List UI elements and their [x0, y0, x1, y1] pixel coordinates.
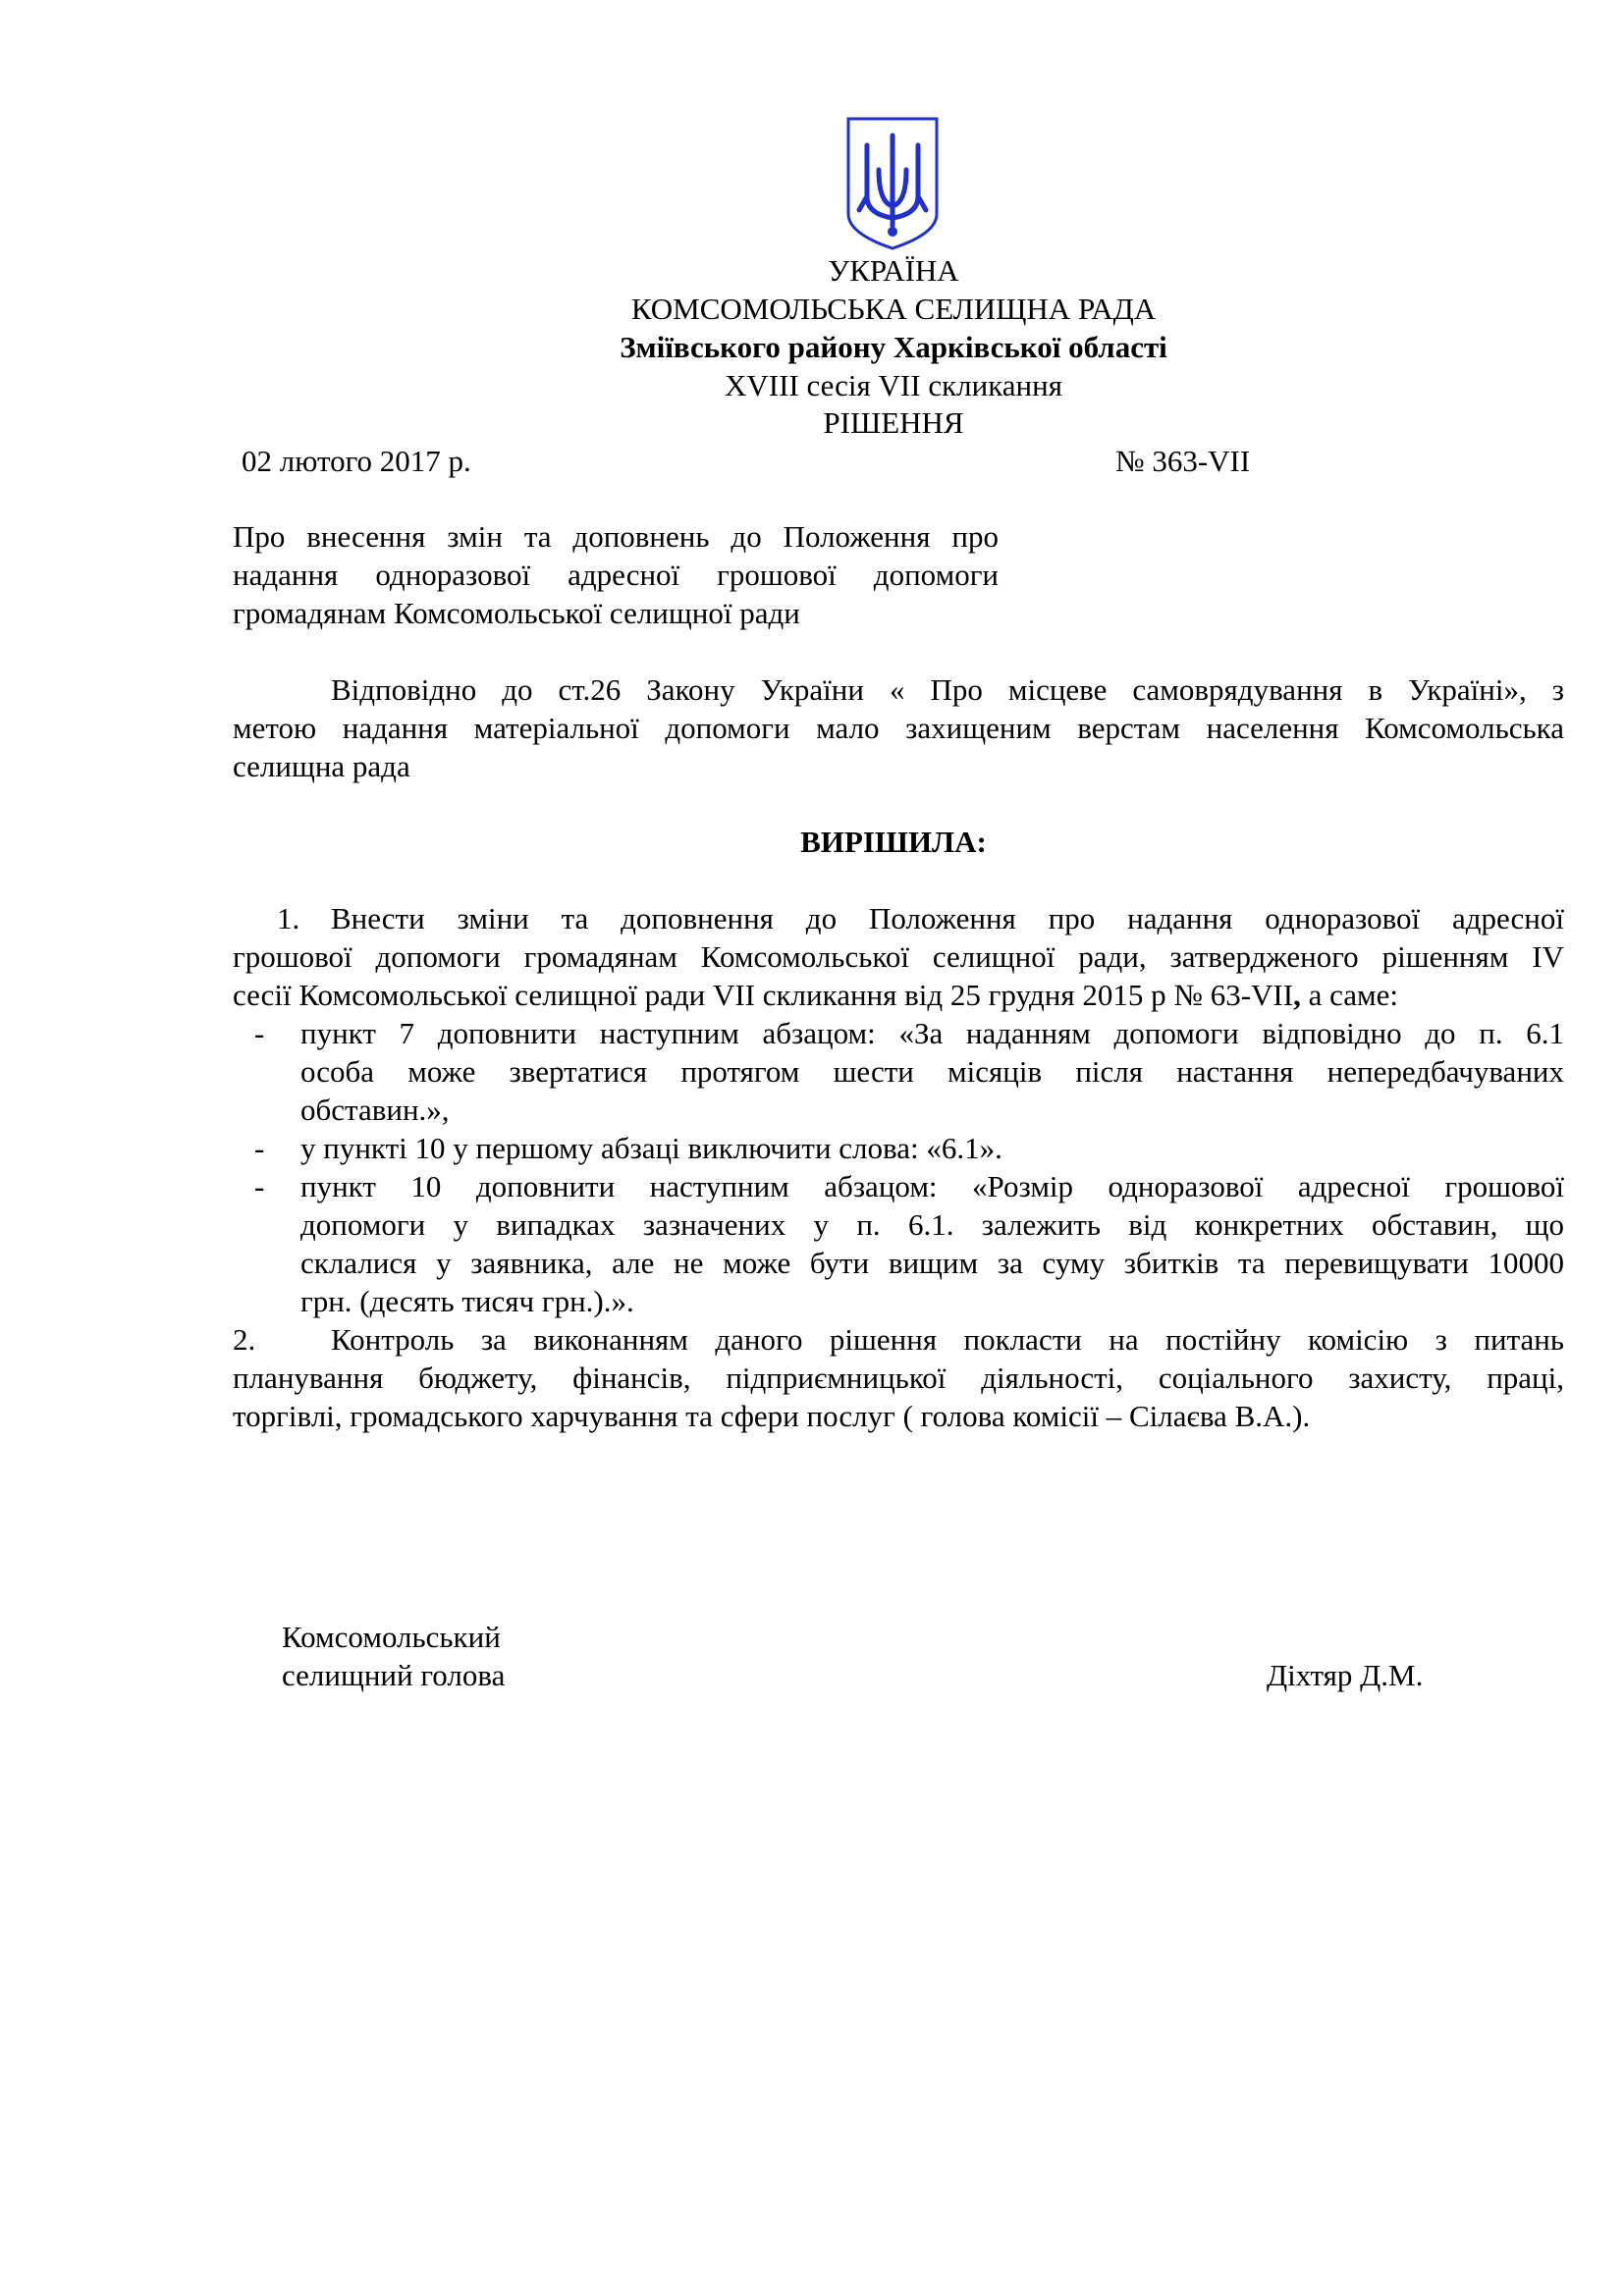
signature-name: Діхтяр Д.М.: [1267, 1658, 1424, 1692]
decision-date: 02 лютого 2017 р.: [242, 444, 471, 478]
item-2: [233, 1320, 1564, 1435]
bullet-line: склалися у заявника, але не може бути вищим за суму збитків та перевищувати 10000: [300, 1246, 1564, 1280]
bullet-item: [300, 1129, 1564, 1167]
item-2-marker: 2.: [233, 1322, 256, 1357]
bullet-dash: -: [254, 1169, 265, 1203]
bullet-line: особа може звертатися протягом шести місяців після настання непередбачуваних: [300, 1054, 1564, 1089]
coat-of-arms-icon: [845, 116, 940, 251]
subject-line: громадянам Комсомольської селищної ради: [233, 596, 800, 630]
header-district: Зміївського району Харківської області: [620, 330, 1167, 364]
bullet-dash: -: [254, 1016, 265, 1050]
header-session: XVIII сесія VII скликання: [725, 368, 1062, 402]
bullet-dash: -: [254, 1131, 265, 1165]
header-country: УКРАЇНА: [828, 253, 959, 288]
bullet-line: у пункті 10 у першому абзаці виключити слова: «6.1».: [300, 1131, 1002, 1165]
item-1-line: [233, 976, 1564, 1014]
header-council: КОМСОМОЛЬСЬКА СЕЛИЩНА РАДА: [630, 292, 1157, 326]
bullet-line: пункт 10 доповнити наступним абзацом: «Розмір одноразової адресної грошової: [300, 1169, 1564, 1203]
item-1: [233, 899, 1564, 1014]
item-2-line: торгівлі, громадського харчування та сфери послуг ( голова комісії – Сілаєва В.А.).: [233, 1399, 1311, 1433]
item-2-line: планування бюджету, фінансів, підприємницької діяльності, соціального захисту, праці,: [233, 1361, 1564, 1395]
bullet-line: обставин.»,: [300, 1093, 450, 1127]
item-2-line: Контроль за виконанням даного рішення покласти на постійну комісію з питань: [331, 1322, 1564, 1357]
item-1-bold-comma: ,: [1293, 978, 1301, 1012]
item-1-line-text: сесії Комсомольської селищної ради VII скликання від 25 грудня 2015 р № 63-VII: [233, 978, 1294, 1012]
preamble: [233, 670, 1564, 785]
preamble-line: Відповідно до ст.26 Закону України « Про місцеве самоврядування в Україні», з: [331, 672, 1564, 707]
decision-subject: [233, 517, 999, 632]
preamble-line: метою надання матеріальної допомоги мало захищеним верстам населення Комсомольська: [233, 711, 1564, 745]
bullet-item: [300, 1014, 1564, 1129]
bullet-line: грн. (десять тисяч грн.).».: [300, 1284, 634, 1318]
signature-title-line: селищний голова: [282, 1658, 506, 1692]
subject-line: надання одноразової адресної грошової допомоги: [233, 558, 999, 592]
bullet-item: [300, 1167, 1564, 1320]
signature-title-line: Комсомольський: [282, 1620, 501, 1654]
bullet-line: допомоги у випадках зазначених у п. 6.1. залежить від конкретних обставин, що: [300, 1207, 1564, 1242]
item-1-line: Внести зміни та доповнення до Положення про надання одноразової адресної: [331, 901, 1564, 935]
bullet-line: пункт 7 доповнити наступним абзацом: «За наданням допомоги відповідно до п. 6.1: [300, 1016, 1564, 1050]
decision-number: № 363-VII: [1115, 444, 1251, 478]
header-doc-type: РІШЕННЯ: [823, 405, 964, 440]
subject-line: Про внесення змін та доповнень до Положення про: [233, 519, 999, 554]
resolved-heading: ВИРІШИЛА:: [800, 825, 987, 859]
preamble-line: селищна рада: [233, 749, 410, 783]
item-1-marker: 1.: [277, 901, 300, 935]
signature-title: [282, 1618, 505, 1694]
item-1-ending: а саме:: [1300, 978, 1398, 1012]
item-1-line: грошової допомоги громадянам Комсомольської селищної ради, затвердженого рішенням IV: [233, 939, 1564, 974]
